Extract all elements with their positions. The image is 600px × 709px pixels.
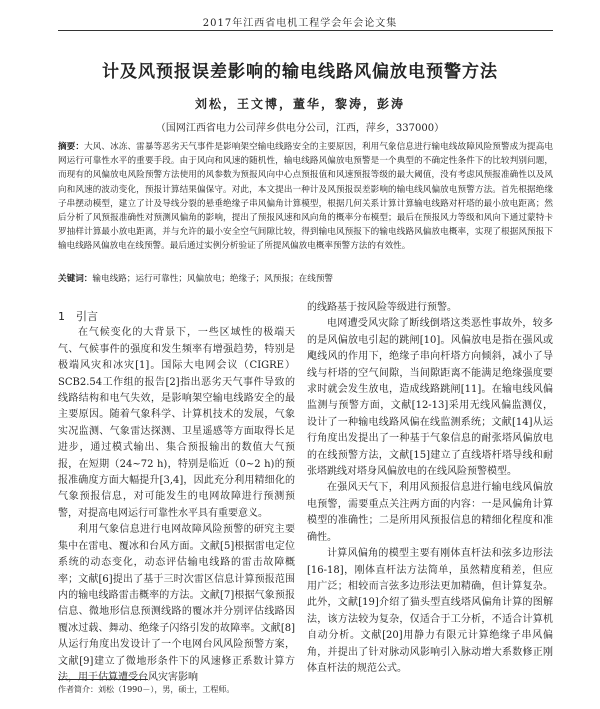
section-heading: 1 引言 — [58, 310, 98, 323]
paragraph: 利用气象信息进行电网故障风险预警的研究主要集中在雷电、覆冰和台风方面。文献[5]根据雷电定位系统的动态变化，动态评估输电线路的雷击故障概率；文献[6]提出了基于三时次雷区信息计算预报范围内的输电线路雷击概率的方法。文献[7]根据气象预报信息、微地形信息预测线路的覆冰并分别评估线路因覆冰过载、舞动、绝缘子闪络引发的故障率。文献[8]从运行角度出发设计了一个电网台风风险预警方案，文献[9]建立了微地形条件下的风速修正系数计算方法，用于估算遭受台风灾害影响 — [58, 524, 295, 683]
paragraph: 在气候变化的大背景下，一些区域性的极端天气、气候事件的强度和发生频率有增强趋势，特别是极端风灾和冰灾[1]。国际大电网会议（CIGRE）SCB2.54工作组的报告[2]指出恶劣天气事件导致的线路结构和电气失效，是影响架空输电线路安全的最主要原因。随着气象科学、计算机技术的发展，气象实况监测、气象雷达探测、卫星遥感等方面取得长足进步，通过模式输出、集合预报输出的数值大气预报，在短期（24~72 h)，特别是临近（0~2 h)的预报准确度方面大幅提升[3,4]，因此充分利用精细化的气象预报信息，对可能发生的电网故障进行预测预警，对提高电网运行可靠性水平具有重要意义。 — [58, 327, 295, 519]
keywords-label: 关键词： — [58, 274, 93, 284]
abstract-label: 摘要： — [58, 142, 85, 152]
header-rule — [58, 30, 553, 31]
keywords — [58, 272, 553, 284]
left-column — [58, 309, 295, 686]
author-list: 刘松，王文博，董华，黎涛，彭涛 — [194, 97, 405, 111]
paragraph: 电网遭受风灾除了断线倒塔这类恶性事故外，较多的是风偏放电引起的跳闸[10]。风偏放电是指在强风或飑线风的作用下，绝缘子串向杆塔方向倾斜，减小了导线与杆塔的空气间隙，当间隙距离不能满足绝缘强度要求时就会发生放电，造成线路跳闸[11]。在输电线风偏监测与预警方面，文献[12-13]采用无线风偏监测仪，设计了一种输电线路风偏在线监测系统；文献[14]从运行角度出发提出了一种基于气象信息的耐张塔风偏放电的在线预警方法，文献[15]建立了直线塔杆塔导线和耐张塔跳线对塔身风偏放电的在线风险预警模型。 — [307, 318, 553, 478]
paragraph: 的线路基于按风险等级进行预警。 — [307, 302, 457, 313]
paragraph: 在强风天气下，利用风预报信息进行输电线风偏放电预警，需要重点关注两方面的内容：一是风偏角计算模型的准确性；二是所用风预报信息的精细化程度和准确性。 — [307, 482, 553, 543]
affiliation: （国网江西省电力公司萍乡供电分公司，江西，萍乡，337000） — [155, 123, 445, 134]
author-footnote: 作者简介：刘松（1990－），男，硕士，工程师。 — [58, 685, 235, 694]
running-header: 2017年江西省电机工程学会年会论文集 — [202, 18, 398, 29]
abstract-text: 大风、冰冻、雷暴等恶劣天气事件是影响架空输电线路安全的主要原因，利用气象信息进行输电线故障风险预警成为提高电网运行可靠性水平的重要手段。由于风向和风速的随机性，输电线路风偏放电预警是一个典型的不确定性条件下的比较判别问题，而现有的风偏放电风险预警方法使用的风参数为预报风向中心点预报值和风速预报等级的最大阈值，没有考虑风预报准确性以及风向和风速的波动变化，预报计算结果偏保守。对此，本文提出一种计及风预报误差影响的输电线风偏放电预警方法。首先根据绝缘子串摆动模型，建立了计及导线分裂的悬垂绝缘子串风偏角计算模型，根据几何关系计算计算输电线路对杆塔的最小放电距离；然后分析了风预报准确性对预测风偏角的影响，提出了预报风速和风向角的概率分布模型；最后在预报风力等级和风向下通过蒙特卡罗抽样计算最小放电距离，并与允许的最小安全空气间隙比较，得到输电风预报下的输电线路风偏放电概率，实现了根据风预报下输电线路风偏放电在线预警。最后通过实例分析验证了所提风偏放电概率预警方法的有效性。 — [58, 142, 553, 252]
footnote-rule — [58, 679, 148, 680]
paper-title: 计及风预报误差影响的输电线路风偏放电预警方法 — [102, 62, 498, 82]
paragraph: 计算风偏角的模型主要有刚体直杆法和弦多边形法[16-18]，刚体直杆法方法简单，虽然精度稍差，但应用广泛；相较而言弦多边形法更加精确，但计算复杂。此外，文献[19]介绍了猫头型直线塔风偏角计算的图解法，该方法较为复杂，仅适合于工分析，不适合计算机自动分析。文献[20]用静力有限元计算绝缘子串风偏角，并提出了针对脉动风影响引入脉动增大系数修正刚体直杆法的规范公式。 — [307, 548, 553, 674]
keywords-text: 输电线路；运行可靠性；风偏放电；绝缘子；风预报；在线预警 — [92, 274, 334, 284]
abstract — [58, 140, 553, 254]
right-column — [307, 300, 553, 677]
